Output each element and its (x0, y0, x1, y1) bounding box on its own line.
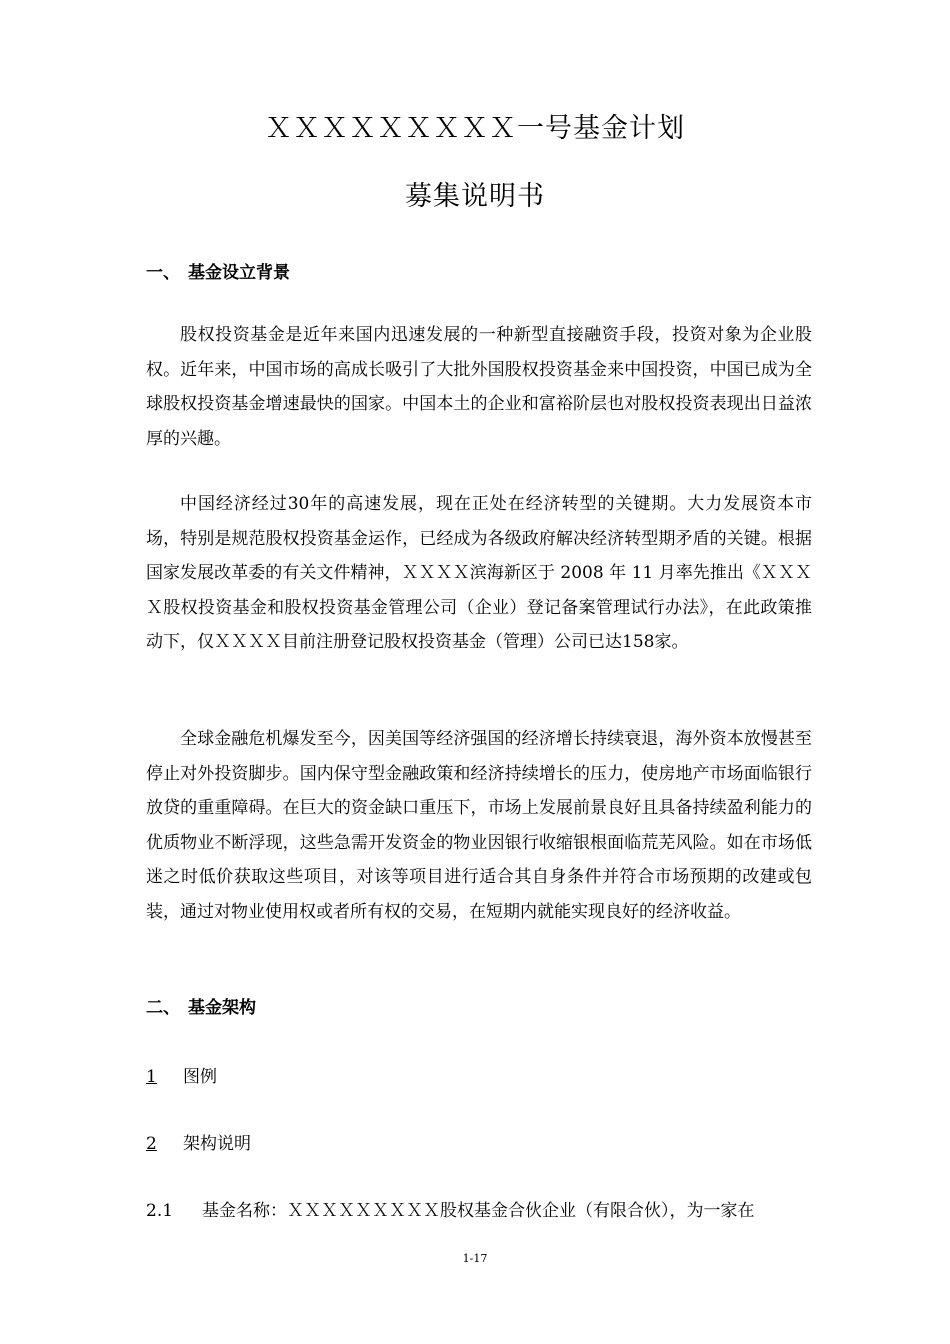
paragraph: 股权投资基金是近年来国内迅速发展的一种新型直接融资手段，投资对象为企业股权。近年来，中国市场的高成长吸引了大批外国股权投资基金来中国投资，中国已成为全球股权投资基金增速最快的国家。中国本土的企业和富裕阶层也对股权投资表现出日益浓厚的兴趣。 (146, 325, 812, 449)
item-label: 架构说明 (183, 1134, 251, 1154)
subsection-text: 基金名称：ＸＸＸＸＸＸＸＸＸ股权基金合伙企业（有限合伙），为一家在 (202, 1201, 755, 1221)
page-number: 1-17 (462, 1252, 488, 1265)
document-subtitle: 募集说明书 (405, 181, 545, 212)
section-label: 基金设立背景 (188, 263, 290, 283)
section-number: 二、 (146, 998, 180, 1018)
paragraph: 全球金融危机爆发至今，因美国等经济强国的经济增长持续衰退，海外资本放慢甚至停止对外投资脚步。国内保守型金融政策和经济持续增长的压力，使房地产市场面临银行放贷的重重障碍。在巨大的资金缺口重压下，市场上发展前景良好且具备持续盈利能力的优质物业不断浮现，这些急需开发资金的物业因银行收缩银根面临荒芜风险。如在市场低迷之时低价获取这些项目，对该等项目进行适合其自身条件并符合市场预期的改建或包装，通过对物业使用权或者所有权的交易，在短期内就能实现良好的经济收益。 (146, 729, 812, 922)
item-number: 2 (146, 1134, 157, 1154)
section-label: 基金架构 (188, 998, 256, 1018)
subsection-fund-name (146, 1196, 812, 1221)
section-heading-background (146, 258, 290, 283)
item-label: 图例 (183, 1067, 217, 1087)
subsection-number: 2.1 (146, 1201, 174, 1221)
paragraph: 中国经济经过30年的高速发展，现在正处在经济转型的关键期。大力发展资本市场，特别是规范股权投资基金运作，已经成为各级政府解决经济转型期矛盾的关键。根据国家发展改革委的有关文件精神，ＸＸＸＸ滨海新区于 2008 年 11 月率先推出《ＸＸＸＸ股权投资基金和股权投资基金管理公司（企业）登记备案管理试行办法》，在此政策推动下，仅ＸＸＸＸ目前注册登记股权投资基金（管理）公司已达158家。 (146, 494, 812, 652)
document-title: ＸＸＸＸＸＸＸＸＸ一号基金计划 (265, 113, 685, 144)
list-item-structure-description (146, 1129, 251, 1154)
item-number: 1 (146, 1067, 157, 1087)
list-item-legend (146, 1062, 217, 1087)
section-heading-structure (146, 993, 256, 1018)
section-number: 一、 (146, 263, 180, 283)
